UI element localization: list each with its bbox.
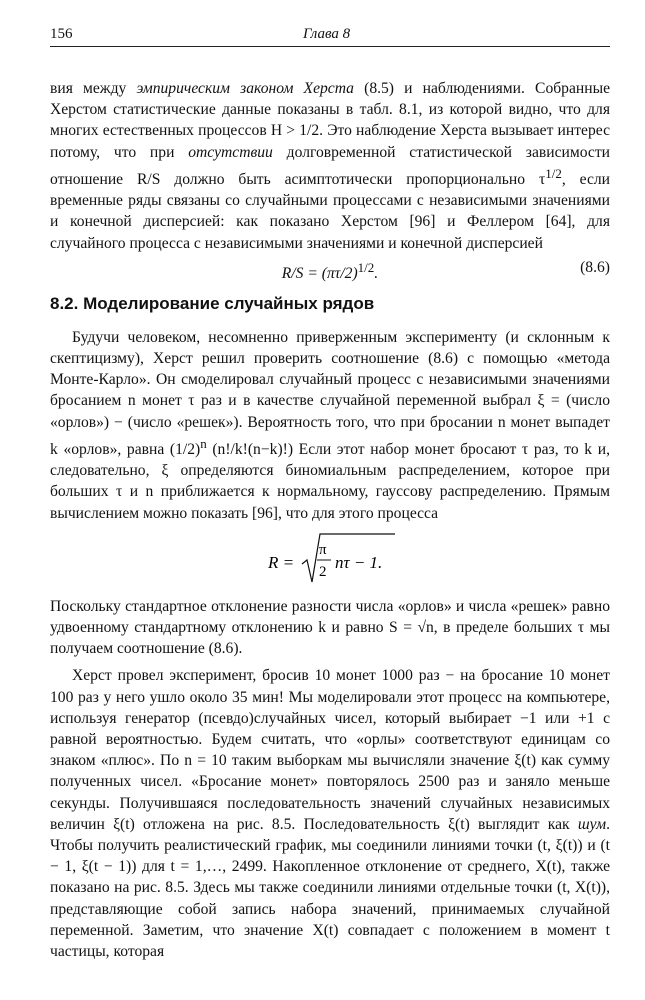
equation-rhs: nτ − 1. — [335, 552, 383, 572]
equation-R-graphic — [50, 524, 610, 596]
paragraph-1: вия между эмпирическим законом Херста (8.5) и наблюдениями. Собранные Херстом статистические данные показаны в табл. 8.1, из которой видно, что для многих естественных процессов H > 1/2. Это наблюдение Херста вызывает интерес потому, что при отсутствии долговременной статистической зависимости отношение R/S должно быть асимптотически пропорционально $\tau^{1/2}$, если временные ряды связаны со случайными процессами с независимыми значениями и конечной дисперсией: как показано Херстом [96] и Феллером [64], для случайного процесса с независимыми значениями и конечной дисперсией — [50, 80, 610, 252]
term-absence: отсутствии — [188, 143, 273, 161]
fraction-numerator: π — [319, 541, 327, 558]
fraction-denominator: 2 — [319, 563, 327, 580]
equation-lhs: R = — [268, 552, 295, 572]
running-head — [50, 26, 610, 48]
header-rule — [50, 46, 610, 47]
body-text — [50, 78, 610, 962]
term-hurst-law: эмпирическим законом Херста — [136, 80, 354, 97]
paragraph-2: Будучи человеком, несомненно приверженным эксперименту (и склонным к скептицизму), Херст решил проверить соотношение (8.6) с помощью «метода Монте-Карло». Он смоделировал случайный процесс с независимыми значениями бросанием n монет τ раз и в качестве случайной переменной выбрал ξ = (число «орлов») − (число «решек»). Вероятность того, что при бросании n монет выпадет k «орлов», равна $(1/2)^n$ (n!/k!(n−k)!) Если этот набор монет бросают τ раз, то k и, следовательно, ξ определяются биномиальным распределением, которое при больших τ и n приближается к нормальному, гауссову распределению. Прямым вычислением можно показать [96], что для этого процесса — [50, 328, 610, 522]
chapter-title: Глава 8 — [303, 26, 351, 42]
term-noise: шум — [577, 815, 607, 833]
equation-R — [50, 524, 610, 596]
paragraph-3: Поскольку стандартное отклонение разности числа «орлов» и числа «решек» равно удвоенному стандартному отклонению k и равно S = √n, в пределе больших τ мы получаем соотношение (8.6). — [50, 597, 610, 658]
page-number: 156 — [50, 26, 73, 42]
equation-number: (8.6) — [580, 258, 610, 276]
section-heading: 8.2. Моделирование случайных рядов — [50, 293, 375, 313]
paragraph-4: Херст провел эксперимент, бросив 10 монет 1000 раз − на бросание 10 монет 100 раз у него ушло около 35 мин! Мы моделировали этот процесс на компьютере, используя генератор (псевдо)случайных чисел, который выбирает −1 или +1 с равной вероятностью. Будем считать, что «орлы» соответствуют единицам со знаком «плюс». По n = 10 таким выборкам мы вычисляли значение ξ(t) как сумму полученных чисел. «Бросание монет» повторялось 2500 раз и заняло меньше секунды. Получившаяся последовательность значений случайных независимых величин ξ(t) отложена на рис. 8.5. Последовательность ξ(t) выглядит как шум. Чтобы получить реалистический график, мы соединили линиями точки (t, ξ(t)) и (t − 1, ξ(t − 1)) для t = 1,…, 2499. Накопленное отклонение от среднего, X(t), также показано на рис. 8.5. Здесь мы также соединили линиями отдельные точки (t, X(t)), представляющие собой запись набора значений, принимаемых случайной переменной. Заметим, что значение X(t) совпадает с положением в момент t частицы, которая — [50, 667, 610, 961]
equation-8-6: $R/S = (\pi\tau/2)^{1/2}$. (8.6) — [50, 254, 610, 281]
